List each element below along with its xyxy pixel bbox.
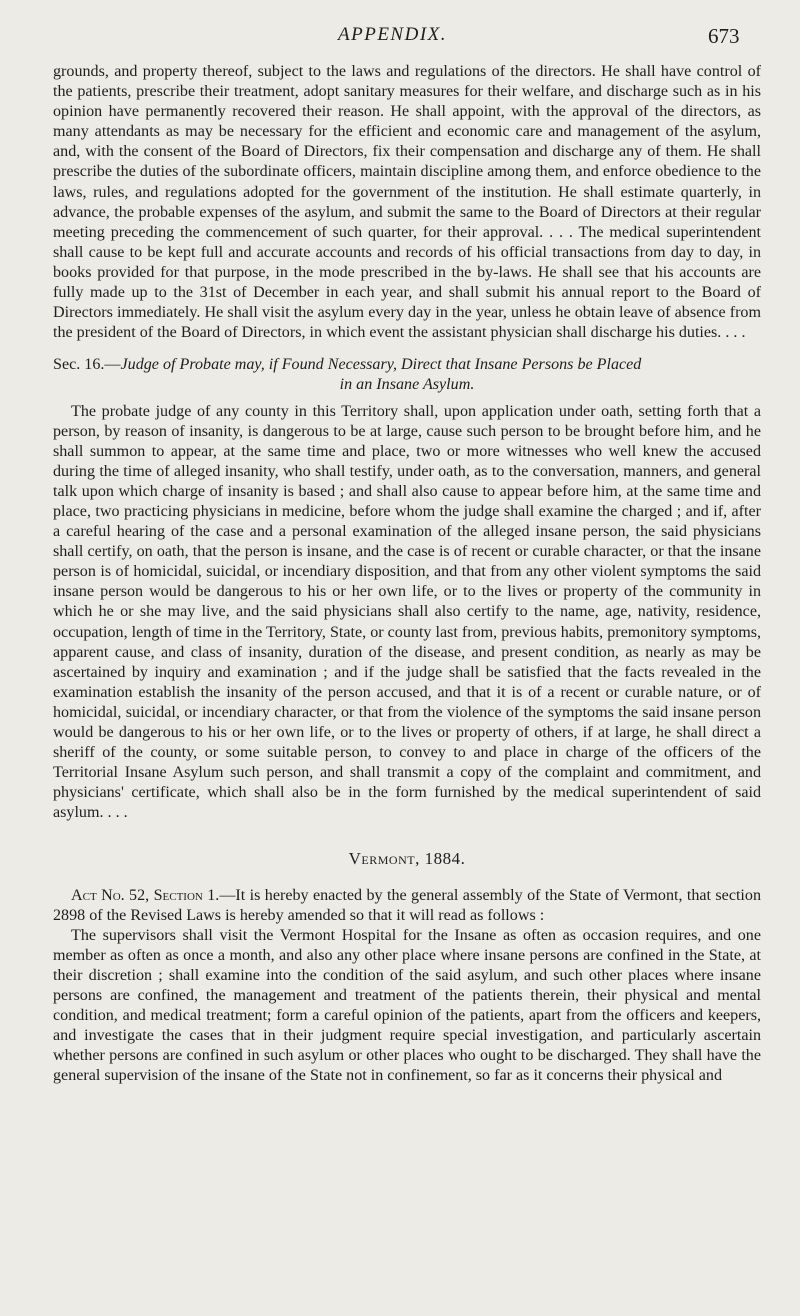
act-52-label: Act No. 52, Section 1. bbox=[71, 886, 220, 904]
vermont-heading: Vermont, 1884. bbox=[348, 849, 466, 869]
act-52-text: —It is hereby enacted by the general assembly of the State of Vermont, that section 2898 of the Revised Laws is hereby amended so that it will read as follows : bbox=[53, 886, 761, 924]
page-header bbox=[0, 24, 800, 64]
section-16-label: Sec. 16.— bbox=[53, 356, 121, 374]
body-text bbox=[53, 62, 761, 1087]
section-16-title-continued: in an Insane Asylum. bbox=[339, 376, 475, 394]
running-head: APPENDIX. bbox=[338, 24, 448, 45]
paragraph-continuation: grounds, and property thereof, subject to the laws and regulations of the directors. He shall have control of the patients, prescribe their treatment, adopt sanitary measures for their welfare, and discharge such as in his opinion have permanently recovered their reason. He shall appoint, with the approval of the directors, as many attendants as may be necessary for the efficient and economic care and management of the asylum, and, with the consent of the Board of Directors, fix their compensation and discharge any of them. He shall prescribe the duties of the subordinate officers, maintain discipline among them, and enforce obedience to the laws, rules, and regulations adopted for the government of the institution. He shall estimate quarterly, in advance, the probable expenses of the asylum, and submit the same to the Board of Directors at their regular meeting preceding the commencement of such quarter, for their approval. . . . The medical superintendent shall cause to be kept full and accurate accounts and records of his official transactions from day to day, in books provided for that purpose, in the mode prescribed in the by-laws. He shall see that his accounts are fully made up to the 31st of December in each year, and shall submit his annual report to the Board of Directors immediately. He shall visit the asylum every day in the year, unless he obtain leave of absence from the president of the Board of Directors, in which event the assistant physician shall discharge his duties. . . . bbox=[53, 63, 761, 342]
act-52-paragraph bbox=[53, 886, 761, 926]
paragraph-probate-judge: The probate judge of any county in this Territory shall, upon application under oath, setting forth that a person, by reason of insanity, is dangerous to be at large, cause such person to be brought before him, and he shall summon to appear, at the same time and place, two or more witnesses who well knew the accused during the time of alleged insanity, who shall testify, under oath, as to the conversation, manners, and general talk upon which charge of insanity is based ; and shall also cause to appear before him, at the same time and place, two practicing physicians in medicine, before whom the judge shall examine the charged ; and if, after a careful hearing of the case and a personal examination of the alleged insane person, the said physicians shall certify, on oath, that the person is insane, and the case is of recent or curable character, or that the insane person is of homicidal, suicidal, or incendiary disposition, and that from any other violent symptoms the said insane person would be dangerous to his or her own life, or to the lives or property of the community in which he or she may live, and the said physicians shall also certify to the name, age, nativity, residence, occupation, length of time in the Territory, State, or county last from, previous habits, premonitory symptoms, apparent cause, and class of insanity, duration of the disease, and present condition, as nearly as may be ascertained by inquiry and examination ; and if the judge shall be satisfied that the facts revealed in the examination establish the insanity of the person accused, and that it is of a recent or curable nature, or of homicidal, suicidal, or incendiary character, or that from the violence of the symptoms the said insane person would be dangerous to his or her own life, or to the lives or property of others, if at large, he shall direct a sheriff of the county, or some suitable person, to convey to and place in charge of the officers of the Territorial Insane Asylum such person, and shall transmit a copy of the complaint and commitment, and physicians' certificate, which shall also be in the form furnished by the medical superintendent of said asylum. . . . bbox=[53, 402, 761, 822]
page-number: 673 bbox=[708, 24, 740, 48]
paragraph-supervisors: The supervisors shall visit the Vermont Hospital for the Insane as often as occasion requires, and one member as often as once a month, and also any other place where insane persons are confined in the State, at their discretion ; shall examine into the condition of the said asylum, and such other places where insane persons are confined, the management and treatment of the patients therein, their physical and mental condition, and medical treatment; form a careful opinion of the patients, apart from the officers and keepers, and investigate the cases that in their judgment require special investigation, and particularly ascertain whether persons are confined in such asylum or other places who ought to be discharged. They shall have the general supervision of the insane of the State not in confinement, so far as it concerns their physical and bbox=[53, 926, 761, 1085]
section-16-title: Judge of Probate may, if Found Necessary, Direct that Insane Persons be Placed bbox=[120, 356, 642, 374]
section-16-heading bbox=[53, 355, 761, 375]
